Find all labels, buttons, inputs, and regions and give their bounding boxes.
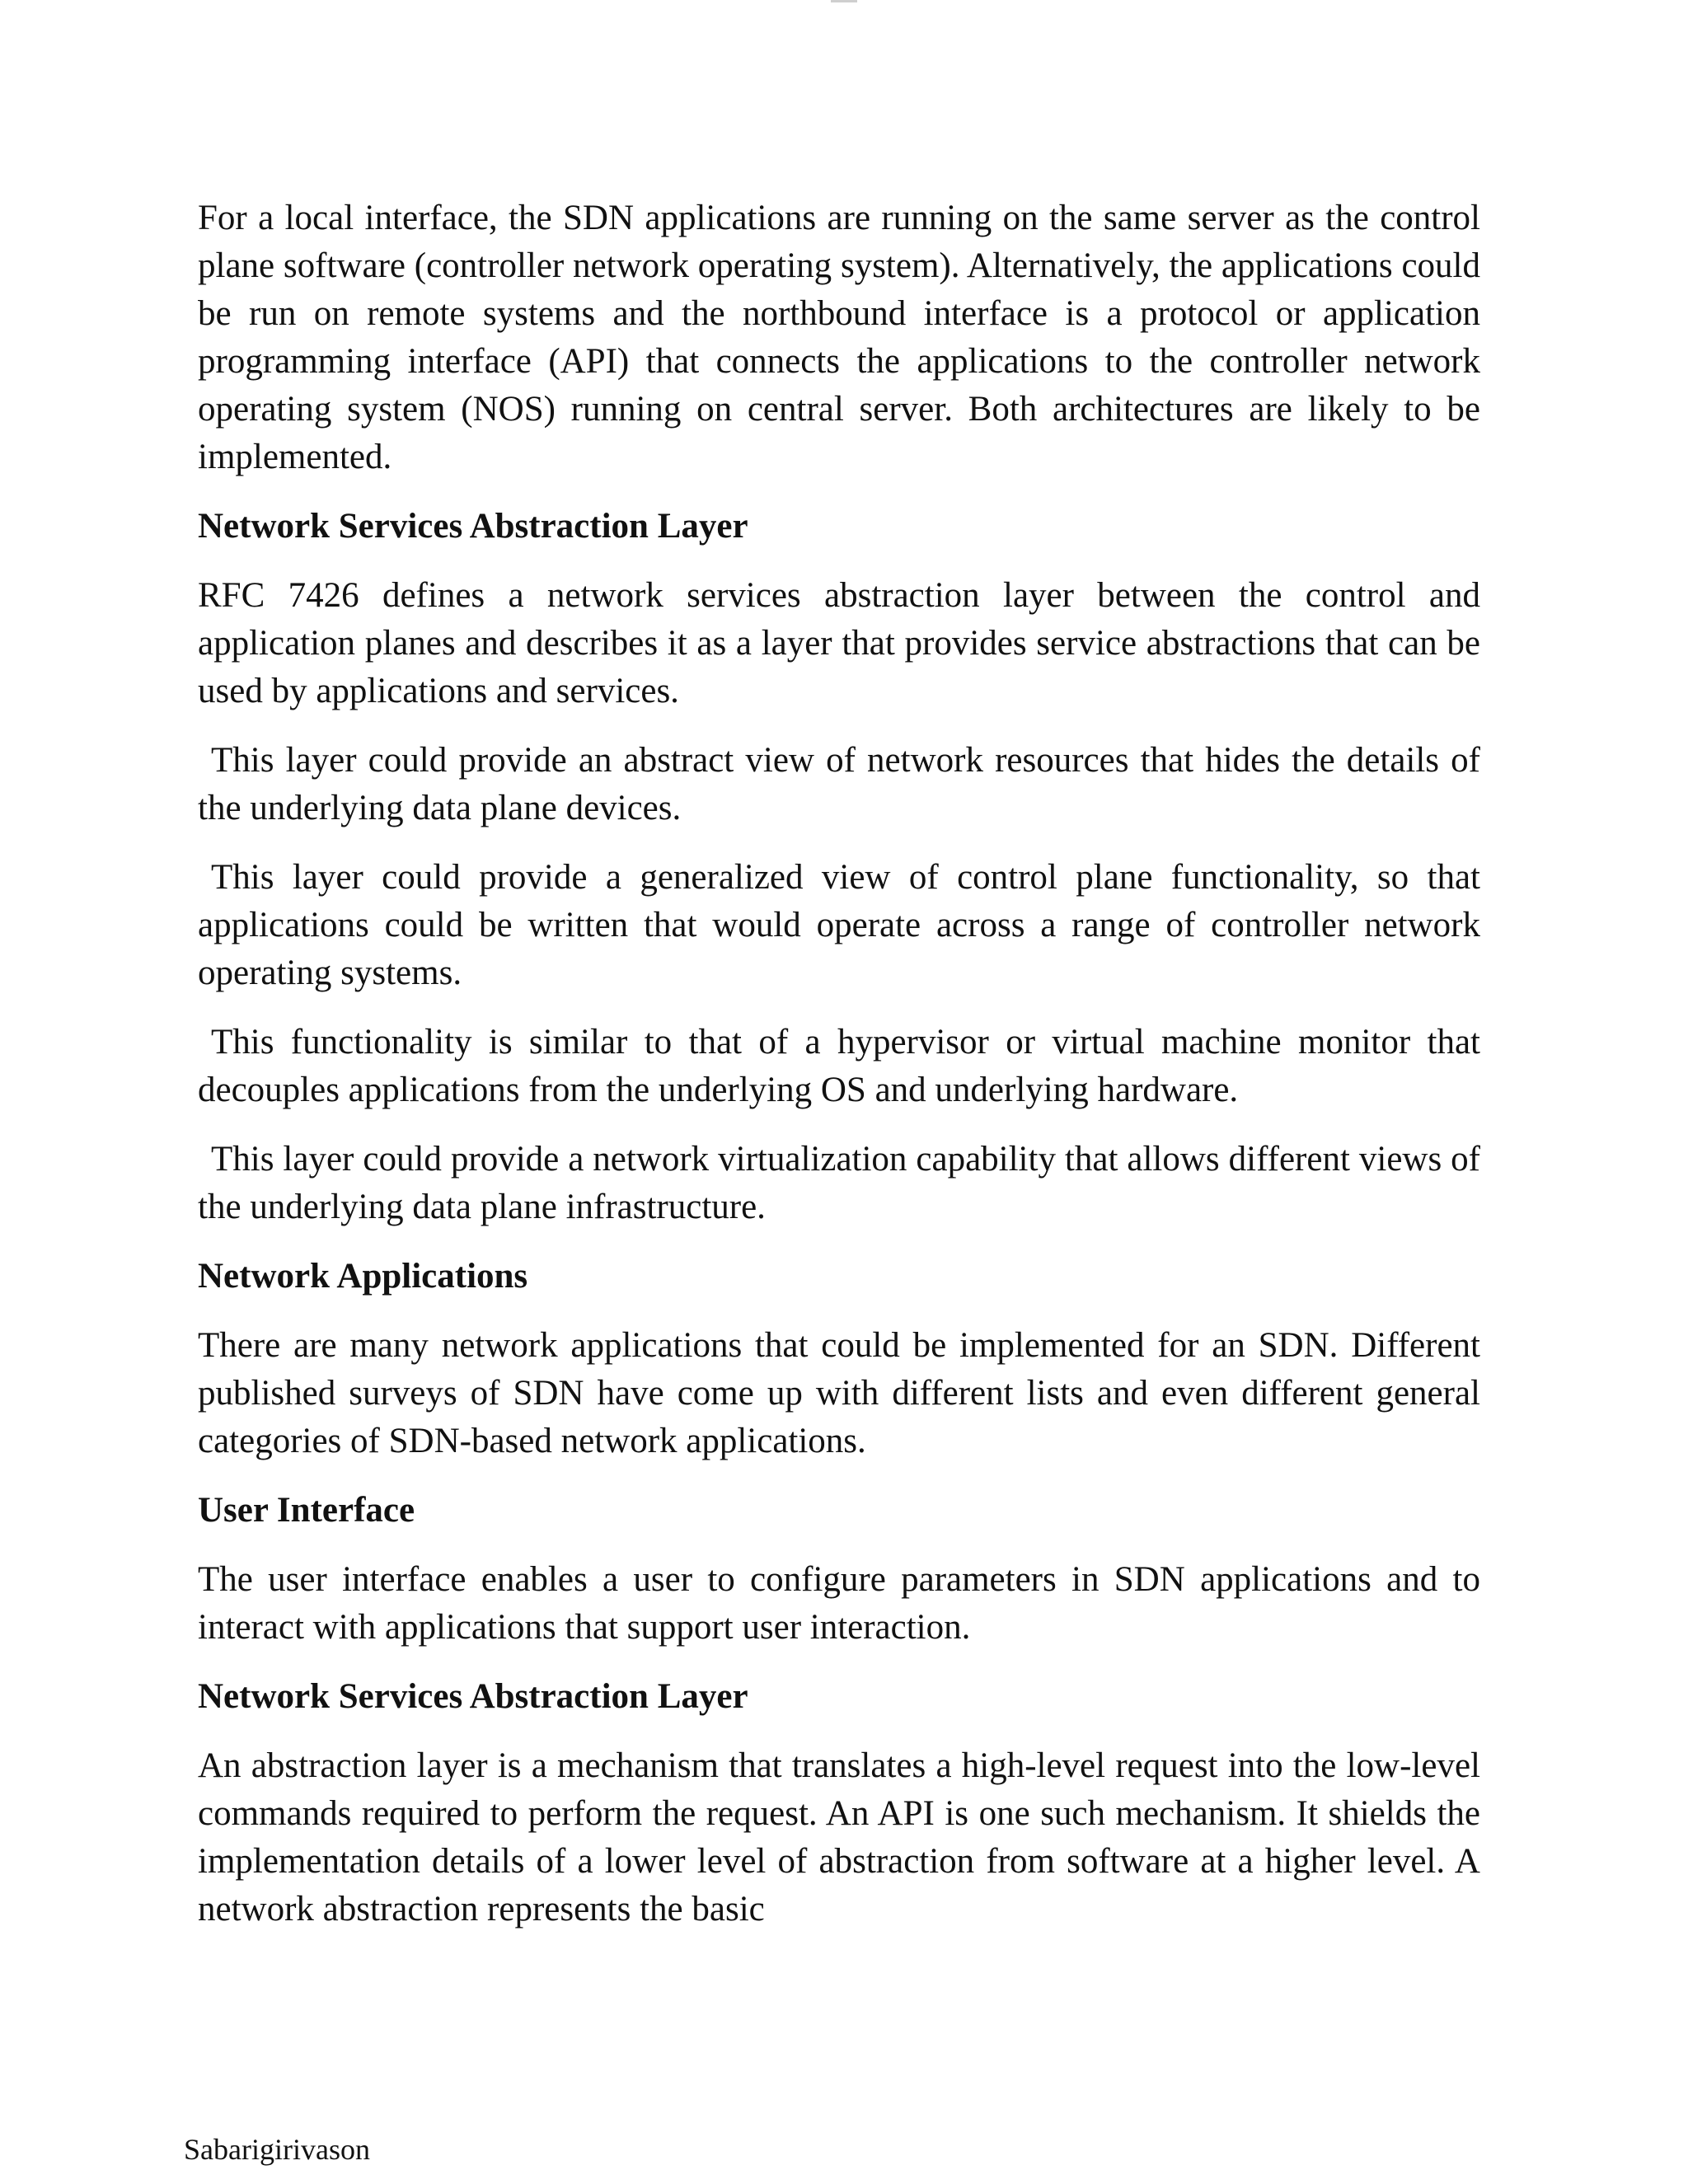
paragraph-network-applications: There are many network applications that could be implemented for an SDN. Different published surveys of SDN have come up with different lists and even different general categories of SDN-based network applications. xyxy=(198,1326,1480,1460)
paragraph-rfc-7426: RFC 7426 defines a network services abstraction layer between the control and application planes and describes it as a layer that provides service abstractions that can be used by applications and services. xyxy=(198,576,1480,710)
heading-user-interface: User Interface xyxy=(198,1491,415,1530)
footer-author: Sabarigirivason xyxy=(184,2133,370,2166)
paragraph-local-interface: For a local interface, the SDN applications are running on the same server as the control plane software (controller network operating system). Alternatively, the applications could be run on remote systems and the northbound interface is a protocol or application programming interface (API) that connects the applications to the controller network operating system (NOS) running on central server. Both architectures are likely to be implemented. xyxy=(198,199,1480,476)
paragraph-abstraction-mechanism: An abstraction layer is a mechanism that translates a high-level request into the low-level commands required to perform the request. An API is one such mechanism. It shields the implementation details of a lower level of abstraction from software at a higher level. A network abstraction represents the basic xyxy=(198,1746,1480,1929)
paragraph-network-virtualization: This layer could provide a network virtualization capability that allows different views of the underlying data plane infrastructure. xyxy=(198,1140,1480,1226)
paragraph-hypervisor: This functionality is similar to that of a hypervisor or virtual machine monitor that decouples applications from the underlying OS and underlying hardware. xyxy=(198,1023,1480,1109)
page-content xyxy=(198,194,1480,1955)
header-mark xyxy=(831,0,857,2)
heading-network-services-abstraction-layer: Network Services Abstraction Layer xyxy=(198,507,748,546)
paragraph-abstract-view: This layer could provide an abstract view of network resources that hides the details of the underlying data plane devices. xyxy=(198,741,1480,827)
paragraph-user-interface: The user interface enables a user to configure parameters in SDN applications and to interact with applications that support user interaction. xyxy=(198,1560,1480,1647)
paragraph-generalized-view: This layer could provide a generalized view of control plane functionality, so that applications could be written that would operate across a range of controller network operating systems. xyxy=(198,858,1480,992)
heading-network-services-abstraction-layer-2: Network Services Abstraction Layer xyxy=(198,1677,748,1716)
heading-network-applications: Network Applications xyxy=(198,1257,528,1296)
